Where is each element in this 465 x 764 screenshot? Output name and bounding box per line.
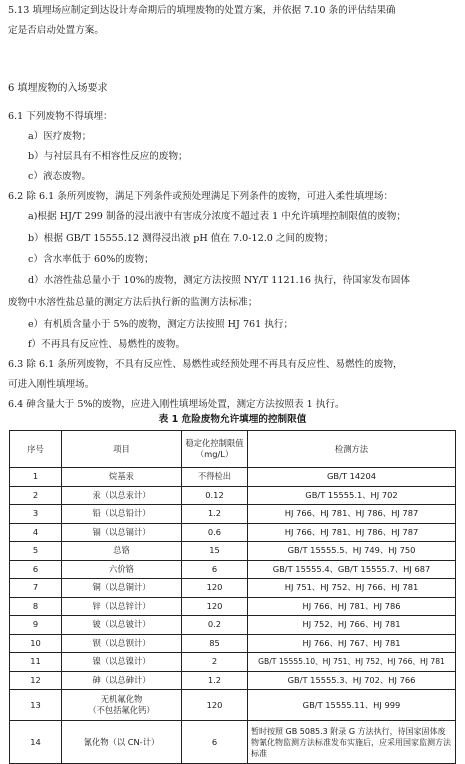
table-row [10,468,456,487]
para-6-2-b: b）根据 GB/T 15555.12 测得浸出液 pH 值在 7.0-12.0 之间的废物； [28,233,334,244]
section-6-heading: 6 填埋废物的入场要求 [8,83,108,94]
cell-limit: 120 [182,690,248,721]
cell-method: GB/T 15555.10、HJ 751、HJ 752、HJ 766、HJ 781 [248,653,456,672]
control-limit-table [9,430,456,764]
table-row [10,560,456,579]
cell-method: 暂时按照 GB 5085.3 附录 G 方法执行，待国家固体废物氰化物监测方法标准发布实施后，应采用国家监测方法标准 [248,721,456,764]
table-row [10,597,456,616]
header-limit [182,431,248,468]
cell-limit: 0.6 [182,523,248,542]
header-item: 项目 [62,431,182,468]
cell-item-line1: 无机氟化物 [100,694,143,704]
cell-method: HJ 766、HJ 781、HJ 786、HJ 787 [248,505,456,524]
cell-item: 总铬 [62,542,182,561]
para-6-2-a: a)根据 HJ/T 299 制备的浸出液中有害成分浓度不超过表 1 中允许填埋控制限值的废物； [28,211,406,222]
cell-no: 12 [10,671,62,690]
cell-limit: 2 [182,653,248,672]
cell-no: 4 [10,523,62,542]
table-row [10,579,456,598]
cell-limit: 6 [182,721,248,764]
header-method: 检测方法 [248,431,456,468]
cell-method: HJ 751、HJ 752、HJ 766、HJ 781 [248,579,456,598]
table-row [10,671,456,690]
table-row [10,505,456,524]
cell-item: 锌（以总锌计） [62,597,182,616]
cell-limit: 6 [182,560,248,579]
cell-no: 7 [10,579,62,598]
cell-item: 砷（以总砷计） [62,671,182,690]
para-6-1-b: b）与衬层具有不相容性反应的废物； [28,151,188,162]
cell-no: 2 [10,486,62,505]
cell-no: 11 [10,653,62,672]
para-6-2: 6.2 除 6.1 条所列废物，满足下列条件或预处理满足下列条件的废物，可进入柔性填埋场： [8,191,394,202]
cell-no: 9 [10,616,62,635]
para-6-3-line1: 6.3 除 6.1 条所列废物，不具有反应性、易燃性或经预处理不再具有反应性、易燃性的废物， [8,359,403,370]
para-5-13-line1: 5.13 填埋场应制定到达设计寿命期后的填埋废物的处置方案，并依据 7.10 条的评估结果确 [8,5,396,16]
cell-limit: 0.12 [182,486,248,505]
cell-limit: 85 [182,634,248,653]
table-row [10,616,456,635]
cell-no: 8 [10,597,62,616]
cell-item [62,690,182,721]
cell-item: 六价铬 [62,560,182,579]
cell-limit: 1.2 [182,671,248,690]
table-row [10,634,456,653]
cell-item: 氰化物（以 CN-计） [62,721,182,764]
para-6-2-d-line2: 废物中水溶性盐总量的测定方法后执行新的监测方法标准； [8,297,258,308]
para-6-1: 6.1 下列废物不得填埋： [8,111,113,122]
cell-item: 钡（以总钡计） [62,634,182,653]
table-row [10,523,456,542]
cell-no: 6 [10,560,62,579]
cell-limit: 120 [182,597,248,616]
cell-item: 铅（以总铅计） [62,505,182,524]
cell-method: GB/T 14204 [248,468,456,487]
para-6-2-c: c）含水率低于 60%的废物； [28,254,154,265]
cell-method: HJ 766、HJ 781、HJ 786 [248,597,456,616]
table-caption: 表 1 危险废物允许填埋的控制限值 [158,414,307,425]
table-row [10,690,456,721]
cell-method: GB/T 15555.3、HJ 702、HJ 766 [248,671,456,690]
cell-item: 铍（以总铍计） [62,616,182,635]
para-6-1-c: c）液态废物。 [28,171,91,182]
table-row [10,721,456,764]
cell-limit: 不得检出 [182,468,248,487]
table-row [10,653,456,672]
cell-limit: 15 [182,542,248,561]
cell-no: 3 [10,505,62,524]
cell-limit: 1.2 [182,505,248,524]
cell-method: HJ 752、HJ 766、HJ 781 [248,616,456,635]
cell-item: 烷基汞 [62,468,182,487]
cell-no: 10 [10,634,62,653]
header-limit-line1: 稳定化控制限值 [185,438,244,448]
table-row [10,486,456,505]
cell-no: 1 [10,468,62,487]
header-limit-line2: （mg/L） [195,449,234,459]
cell-item: 镍（以总镍计） [62,653,182,672]
para-6-1-a: a）医疗废物； [28,131,92,142]
cell-no: 5 [10,542,62,561]
cell-item: 汞（以总汞计） [62,486,182,505]
cell-method: HJ 766、HJ 781、HJ 786、HJ 787 [248,523,456,542]
cell-no: 14 [10,721,62,764]
cell-item: 铜（以总铜计） [62,579,182,598]
table-header-row [10,431,456,468]
para-6-4: 6.4 砷含量大于 5%的废物，应进入刚性填埋场处置，测定方法按照表 1 执行。 [8,399,345,410]
cell-no: 13 [10,690,62,721]
para-6-2-d-line1: d）水溶性盐总量小于 10%的废物，测定方法按照 NY/T 1121.16 执行，待国家发布固体 [28,275,410,286]
para-6-3-line2: 可进入刚性填埋场。 [8,379,95,390]
cell-item: 镉（以总镉计） [62,523,182,542]
cell-limit: 0.2 [182,616,248,635]
cell-method: HJ 766、HJ 767、HJ 781 [248,634,456,653]
header-no: 序号 [10,431,62,468]
cell-method: GB/T 15555.5、HJ 749、HJ 750 [248,542,456,561]
cell-limit: 120 [182,579,248,598]
para-5-13-line2: 定是否启动处置方案。 [8,25,104,36]
table-row [10,542,456,561]
cell-method: GB/T 15555.4、GB/T 15555.7、HJ 687 [248,560,456,579]
cell-method: GB/T 15555.11、HJ 999 [248,690,456,721]
cell-item-line2: （不包括氟化钙） [88,705,155,715]
para-6-2-f: f）不再具有反应性、易燃性的废物。 [28,339,186,350]
para-6-2-e: e）有机质含量小于 5%的废物，测定方法按照 HJ 761 执行； [28,319,294,330]
cell-method: GB/T 15555.1、HJ 702 [248,486,456,505]
